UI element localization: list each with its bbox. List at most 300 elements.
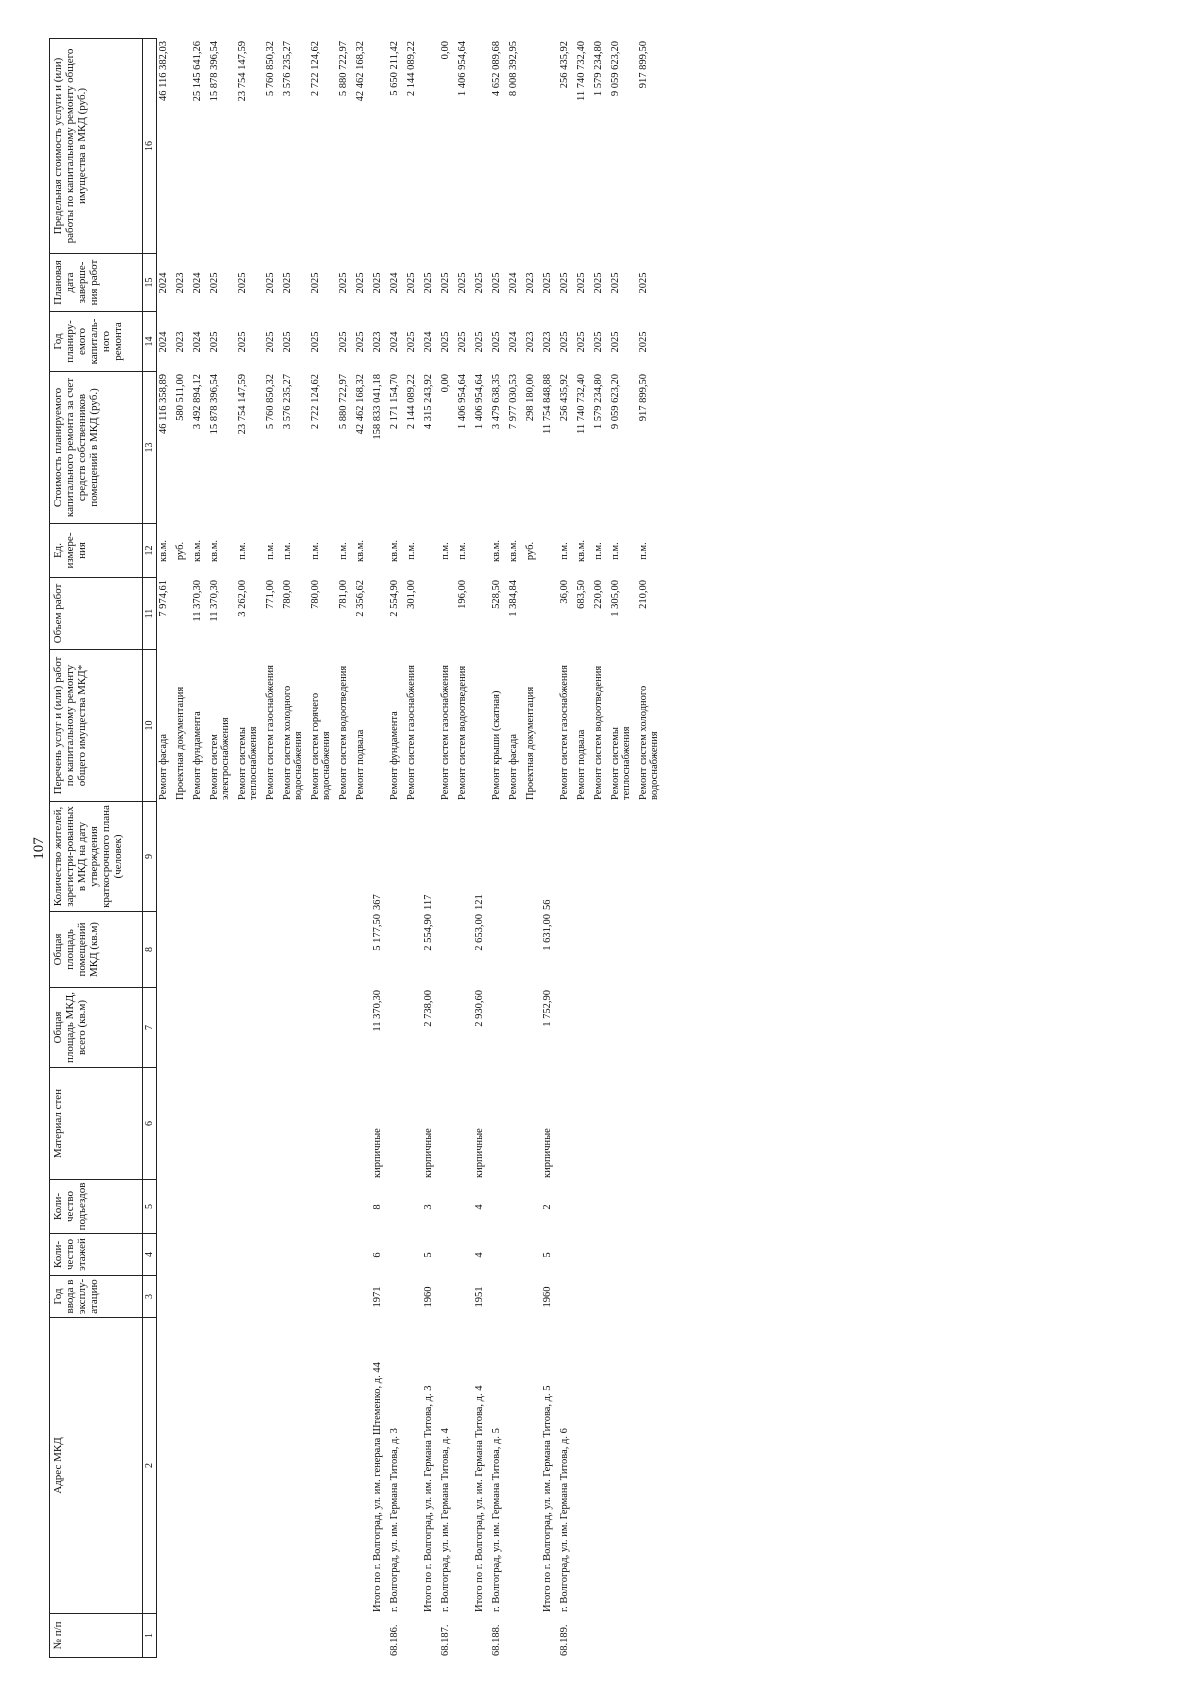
cell-col-2	[405, 1318, 418, 1614]
cell-col-10: Проектная документация	[175, 686, 186, 800]
cell-col-16: 917 899,50	[638, 41, 649, 89]
cell-col-5	[337, 1180, 350, 1234]
table-row	[354, 39, 367, 1658]
cell-col-9	[524, 802, 537, 912]
cell-col-8	[157, 912, 170, 988]
cell-col-12: кв.м.	[355, 540, 366, 562]
cell-col-8	[575, 912, 588, 988]
cell-col-3	[439, 1276, 452, 1318]
cell-col-8: 2 554,90	[423, 914, 434, 951]
cell-col-16: 0,00	[440, 41, 451, 60]
table-row	[507, 39, 520, 1658]
cell-col-10	[371, 650, 384, 802]
cell-col-11: 780,00	[282, 580, 293, 609]
cell-col-10: Ремонт систем холодного водоснабжения	[638, 685, 660, 800]
cell-col-5	[264, 1180, 277, 1234]
cell-col-8	[309, 912, 333, 988]
cell-col-2	[524, 1318, 537, 1614]
cell-col-5	[236, 1180, 260, 1234]
column-header-14: Год планиру-емого капиталь-ного ремонта	[50, 312, 143, 372]
cell-col-9	[456, 802, 469, 912]
table-row	[388, 39, 401, 1658]
cell-col-3	[309, 1276, 333, 1318]
cell-col-6	[309, 1068, 333, 1180]
table-row	[157, 39, 170, 1658]
table-row	[490, 39, 503, 1658]
cell-col-16: 23 754 147,59	[237, 41, 248, 102]
cell-col-10: Ремонт фундамента	[192, 711, 203, 800]
cell-col-11: 301,00	[406, 580, 417, 609]
cell-col-7	[558, 988, 571, 1068]
cell-col-9	[174, 802, 187, 912]
cell-col-7	[157, 988, 170, 1068]
cell-col-15: 2025	[474, 272, 485, 294]
table-row	[439, 39, 452, 1658]
cell-col-7	[507, 988, 520, 1068]
cell-col-16: 11 740 732,40	[576, 41, 587, 101]
cell-col-5	[490, 1180, 503, 1234]
cell-col-4	[157, 1234, 170, 1276]
cell-col-11	[524, 578, 537, 650]
cell-col-6	[337, 1068, 350, 1180]
cell-col-9	[337, 802, 350, 912]
cell-col-16: 5 880 722,97	[338, 41, 349, 97]
column-header-6: Материал стен	[50, 1068, 143, 1180]
cell-col-5	[388, 1180, 401, 1234]
table-row	[609, 39, 633, 1658]
cell-col-10	[422, 650, 435, 802]
column-number-15: 15	[143, 254, 157, 312]
column-number-16: 16	[143, 39, 157, 254]
column-numbers-row	[143, 39, 157, 1658]
cell-col-5	[157, 1180, 170, 1234]
cell-col-6	[405, 1068, 418, 1180]
cell-col-11: 220,00	[593, 580, 604, 609]
cell-col-1	[191, 1614, 204, 1658]
cell-col-5	[309, 1180, 333, 1234]
cell-col-4	[236, 1234, 260, 1276]
cell-col-8	[174, 912, 187, 988]
cell-col-15: 2024	[192, 272, 203, 294]
cell-col-14: 2025	[282, 331, 293, 353]
cell-col-13: 917 899,50	[638, 374, 649, 422]
cell-col-6	[264, 1068, 277, 1180]
cell-col-6	[191, 1068, 204, 1180]
column-header-12: Ед. измере-ния	[50, 524, 143, 578]
cell-col-12: п.м.	[610, 542, 621, 560]
cell-col-15: 2025	[559, 272, 570, 294]
cell-col-4	[174, 1234, 187, 1276]
cell-col-5	[575, 1180, 588, 1234]
cell-col-6	[388, 1068, 401, 1180]
column-header-16: Предельная стоимость услуги и (или) работы по капитальному ремонту общего имущества в МКД (руб.)	[50, 39, 143, 254]
cell-col-7	[405, 988, 418, 1068]
cell-col-1	[456, 1614, 469, 1658]
cell-col-6	[281, 1068, 305, 1180]
cell-col-16: 2 722 124,62	[310, 41, 321, 97]
cell-col-6: кирпичные	[474, 1128, 485, 1178]
cell-col-8	[490, 912, 503, 988]
cell-col-14: 2025	[406, 331, 417, 353]
cell-col-3	[191, 1276, 204, 1318]
cell-col-16: 5 650 211,42	[389, 41, 400, 96]
cell-col-15: 2025	[457, 272, 468, 294]
cell-col-11: 528,50	[491, 580, 502, 609]
cell-col-8: 2 653,00	[474, 914, 485, 951]
cell-col-9	[405, 802, 418, 912]
cell-col-4	[507, 1234, 520, 1276]
cell-col-9	[490, 802, 503, 912]
cell-col-14: 2025	[576, 331, 587, 353]
table-row	[236, 39, 260, 1658]
cell-col-15: 2025	[310, 272, 321, 294]
cell-col-5: 8	[372, 1204, 383, 1210]
cell-col-1	[405, 1614, 418, 1658]
cell-col-4	[439, 1234, 452, 1276]
column-number-10: 10	[143, 650, 157, 802]
table-row	[473, 39, 486, 1658]
cell-col-8	[592, 912, 605, 988]
cell-col-14: 2025	[265, 331, 276, 353]
table-row	[405, 39, 418, 1658]
cell-col-8	[208, 912, 232, 988]
cell-col-14: 2024	[389, 331, 400, 353]
cell-col-8	[236, 912, 260, 988]
cell-col-11	[541, 578, 554, 650]
header-table	[49, 38, 157, 1658]
cell-col-15: 2025	[491, 272, 502, 294]
cell-col-3	[609, 1276, 633, 1318]
cell-col-4	[354, 1234, 367, 1276]
cell-col-2: г. Волгоград, ул. им. Германа Титова, д. 3	[389, 1428, 400, 1612]
cell-col-14: 2025	[237, 331, 248, 353]
cell-col-7	[208, 988, 232, 1068]
table-row	[575, 39, 588, 1658]
cell-col-6: кирпичные	[542, 1128, 553, 1178]
cell-col-4	[388, 1234, 401, 1276]
cell-col-8: 5 177,50	[372, 914, 383, 951]
table-row	[281, 39, 305, 1658]
cell-col-3	[405, 1276, 418, 1318]
cell-col-4: 5	[542, 1252, 553, 1258]
cell-col-16: 25 145 641,26	[192, 41, 203, 102]
table-row	[592, 39, 605, 1658]
cell-col-5	[439, 1180, 452, 1234]
table-row	[208, 39, 232, 1658]
cell-col-14: 2025	[355, 331, 366, 353]
cell-col-7	[575, 988, 588, 1068]
cell-col-5	[208, 1180, 232, 1234]
cell-col-4	[637, 1234, 661, 1276]
cell-col-14: 2025	[491, 331, 502, 353]
cell-col-4: 4	[474, 1252, 485, 1258]
cell-col-16: 1 579 234,80	[593, 41, 604, 97]
cell-col-6	[592, 1068, 605, 1180]
cell-col-13: 158 833 041,18	[372, 374, 383, 440]
table-row	[337, 39, 350, 1658]
cell-col-5	[609, 1180, 633, 1234]
page-number: 107	[30, 837, 47, 860]
cell-col-11	[371, 578, 384, 650]
cell-col-11	[473, 578, 486, 650]
column-number-5: 5	[143, 1180, 157, 1234]
cell-col-2: г. Волгоград, ул. им. Германа Титова, д. 6	[559, 1428, 570, 1612]
cell-col-6	[208, 1068, 232, 1180]
cell-col-3	[337, 1276, 350, 1318]
cell-col-12: п.м.	[457, 542, 468, 560]
cell-col-15: 2023	[525, 272, 536, 294]
cell-col-12: кв.м.	[209, 540, 220, 562]
cell-col-6	[354, 1068, 367, 1180]
cell-col-15: 2025	[282, 272, 293, 294]
cell-col-12	[473, 524, 486, 578]
cell-col-2	[157, 1318, 170, 1614]
cell-col-12: кв.м.	[192, 540, 203, 562]
cell-col-1: 68.189.	[559, 1624, 570, 1656]
cell-col-12	[371, 524, 384, 578]
cell-col-16	[371, 39, 384, 254]
cell-col-11: 196,00	[457, 580, 468, 609]
cell-col-1	[337, 1614, 350, 1658]
column-number-2: 2	[143, 1318, 157, 1614]
cell-col-5	[558, 1180, 571, 1234]
cell-col-9: 117	[423, 894, 434, 910]
cell-col-15: 2025	[406, 272, 417, 294]
cell-col-16: 46 116 382,03	[158, 41, 169, 101]
cell-col-10: Ремонт крыши (скатная)	[491, 690, 502, 800]
cell-col-11: 11 370,30	[209, 580, 220, 622]
cell-col-1	[507, 1614, 520, 1658]
cell-col-12: п.м.	[265, 542, 276, 560]
cell-col-8	[558, 912, 571, 988]
table-row	[191, 39, 204, 1658]
column-number-4: 4	[143, 1234, 157, 1276]
table-row	[264, 39, 277, 1658]
cell-col-6	[507, 1068, 520, 1180]
cell-col-13: 2 144 089,22	[406, 374, 417, 430]
cell-col-3	[157, 1276, 170, 1318]
cell-col-8: 1 631,00	[542, 914, 553, 951]
cell-col-1	[575, 1614, 588, 1658]
cell-col-4: 5	[423, 1252, 434, 1258]
cell-col-8	[609, 912, 633, 988]
cell-col-15: 2025	[372, 272, 383, 294]
cell-col-16	[541, 39, 554, 254]
cell-col-6	[609, 1068, 633, 1180]
cell-col-10: Ремонт системы теплоснабжения	[237, 726, 259, 800]
cell-col-4	[337, 1234, 350, 1276]
cell-col-2	[264, 1318, 277, 1614]
cell-col-3	[490, 1276, 503, 1318]
cell-col-2	[456, 1318, 469, 1614]
cell-col-2	[507, 1318, 520, 1614]
cell-col-2	[592, 1318, 605, 1614]
cell-col-16: 15 878 396,54	[209, 41, 220, 102]
cell-col-13: 11 754 848,88	[542, 374, 553, 434]
cell-col-11: 11 370,30	[192, 580, 203, 622]
cell-col-12: руб.	[175, 541, 186, 561]
cell-col-4	[609, 1234, 633, 1276]
cell-col-11: 781,00	[338, 580, 349, 609]
cell-col-8	[456, 912, 469, 988]
cell-col-10: Ремонт систем газоснабжения	[559, 665, 570, 800]
cell-col-7	[174, 988, 187, 1068]
cell-col-11: 7 974,61	[158, 580, 169, 617]
table-row	[174, 39, 187, 1658]
cell-col-1	[541, 1614, 554, 1658]
cell-col-4	[490, 1234, 503, 1276]
cell-col-7	[337, 988, 350, 1068]
cell-col-12: п.м.	[559, 542, 570, 560]
column-number-9: 9	[143, 802, 157, 912]
cell-col-15: 2023	[175, 272, 186, 294]
cell-col-11: 683,50	[576, 580, 587, 609]
cell-col-1: 68.187.	[440, 1624, 451, 1656]
cell-col-5	[592, 1180, 605, 1234]
cell-col-9	[354, 802, 367, 912]
cell-col-9	[637, 802, 661, 912]
cell-col-15: 2025	[542, 272, 553, 294]
cell-col-3	[456, 1276, 469, 1318]
table-row	[309, 39, 333, 1658]
data-table	[157, 39, 665, 1658]
cell-col-7	[524, 988, 537, 1068]
cell-col-1	[609, 1614, 633, 1658]
cell-col-9	[592, 802, 605, 912]
cell-col-13: 46 116 358,89	[158, 374, 169, 434]
cell-col-13: 5 760 850,32	[265, 374, 276, 430]
cell-col-9	[208, 802, 232, 912]
cell-col-1	[592, 1614, 605, 1658]
cell-col-15: 2025	[610, 272, 621, 294]
cell-col-13: 0,00	[440, 374, 451, 393]
cell-col-9	[558, 802, 571, 912]
column-number-8: 8	[143, 912, 157, 988]
cell-col-9: 121	[474, 894, 485, 910]
cell-col-14: 2024	[192, 331, 203, 353]
cell-col-8	[191, 912, 204, 988]
column-header-3: Год ввода в эксплу-атацию	[50, 1276, 143, 1318]
cell-col-5	[405, 1180, 418, 1234]
cell-col-9	[439, 802, 452, 912]
cell-col-2	[174, 1318, 187, 1614]
column-header-15: Плановая дата заверше-ния работ	[50, 254, 143, 312]
cell-col-6: кирпичные	[423, 1128, 434, 1178]
cell-col-12: п.м.	[440, 542, 451, 560]
cell-col-7	[388, 988, 401, 1068]
cell-col-6	[456, 1068, 469, 1180]
cell-col-7	[439, 988, 452, 1068]
cell-col-14: 2025	[474, 331, 485, 353]
cell-col-15: 2025	[440, 272, 451, 294]
table-row	[422, 39, 435, 1658]
cell-col-3	[524, 1276, 537, 1318]
column-header-7: Общая площадь МКД, всего (кв.м)	[50, 988, 143, 1068]
cell-col-12	[422, 524, 435, 578]
cell-col-3	[281, 1276, 305, 1318]
cell-col-1	[208, 1614, 232, 1658]
cell-col-14: 2025	[638, 331, 649, 353]
column-number-11: 11	[143, 578, 157, 650]
cell-col-7	[354, 988, 367, 1068]
cell-col-16: 256 435,92	[559, 41, 570, 89]
cell-col-4	[524, 1234, 537, 1276]
cell-col-12: п.м.	[310, 542, 321, 560]
cell-col-15: 2025	[237, 272, 248, 294]
cell-col-13: 1 579 234,80	[593, 374, 604, 430]
cell-col-16: 2 144 089,22	[406, 41, 417, 97]
cell-col-2	[208, 1318, 232, 1614]
cell-col-10: Ремонт систем холодного водоснабжения	[282, 685, 304, 800]
column-header-1: № п/п	[50, 1614, 143, 1658]
table-row	[541, 39, 554, 1658]
cell-col-5: 3	[423, 1204, 434, 1210]
cell-col-11: 2 554,90	[389, 580, 400, 617]
cell-col-13: 5 880 722,97	[338, 374, 349, 430]
cell-col-1	[174, 1614, 187, 1658]
cell-col-6	[157, 1068, 170, 1180]
table-row	[456, 39, 469, 1658]
cell-col-4	[191, 1234, 204, 1276]
cell-col-12	[541, 524, 554, 578]
cell-col-10: Ремонт подвала	[576, 729, 587, 800]
cell-col-16	[473, 39, 486, 254]
rotated-table-sheet	[49, 39, 1133, 1658]
cell-col-14: 2025	[457, 331, 468, 353]
cell-col-4	[405, 1234, 418, 1276]
cell-col-16: 5 760 850,32	[265, 41, 276, 97]
cell-col-4	[575, 1234, 588, 1276]
cell-col-13: 7 977 030,53	[508, 374, 519, 430]
cell-col-7	[490, 988, 503, 1068]
cell-col-11: 3 262,00	[237, 580, 248, 617]
cell-col-6	[637, 1068, 661, 1180]
cell-col-3	[637, 1276, 661, 1318]
column-header-8: Общая площадь помещений МКД (кв.м)	[50, 912, 143, 988]
cell-col-9	[388, 802, 401, 912]
cell-col-14: 2023	[525, 331, 536, 353]
cell-col-10: Ремонт систем электроснабжения	[209, 717, 231, 800]
cell-col-1: 68.188.	[491, 1624, 502, 1656]
cell-col-2: Итого по г. Волгоград, ул. им. генерала Штеменко, д. 44	[372, 1362, 383, 1612]
cell-col-3	[208, 1276, 232, 1318]
cell-col-14: 2025	[209, 331, 220, 353]
cell-col-13: 15 878 396,54	[209, 374, 220, 435]
cell-col-1	[236, 1614, 260, 1658]
cell-col-16: 4 652 089,68	[491, 41, 502, 97]
cell-col-12: кв.м.	[508, 540, 519, 562]
cell-col-10: Ремонт систем газоснабжения	[440, 665, 451, 800]
cell-col-3	[388, 1276, 401, 1318]
cell-col-10: Ремонт систем водоотведения	[457, 665, 468, 800]
cell-col-8	[281, 912, 305, 988]
cell-col-13: 3 492 894,12	[192, 374, 203, 430]
cell-col-14: 2025	[440, 331, 451, 353]
cell-col-8	[524, 912, 537, 988]
cell-col-5	[174, 1180, 187, 1234]
cell-col-1	[371, 1614, 384, 1658]
cell-col-7: 11 370,30	[372, 990, 383, 1032]
cell-col-14: 2024	[158, 331, 169, 353]
column-header-2: Адрес МКД	[50, 1318, 143, 1614]
cell-col-13: 2 722 124,62	[310, 374, 321, 430]
cell-col-11: 780,00	[310, 580, 321, 609]
cell-col-10: Ремонт фасада	[158, 733, 169, 800]
cell-col-4	[456, 1234, 469, 1276]
cell-col-1	[264, 1614, 277, 1658]
cell-col-15: 2025	[265, 272, 276, 294]
column-header-13: Стоимость планируемого капитального ремонта за счет средств собственников помещений в МКД (руб.)	[50, 372, 143, 524]
